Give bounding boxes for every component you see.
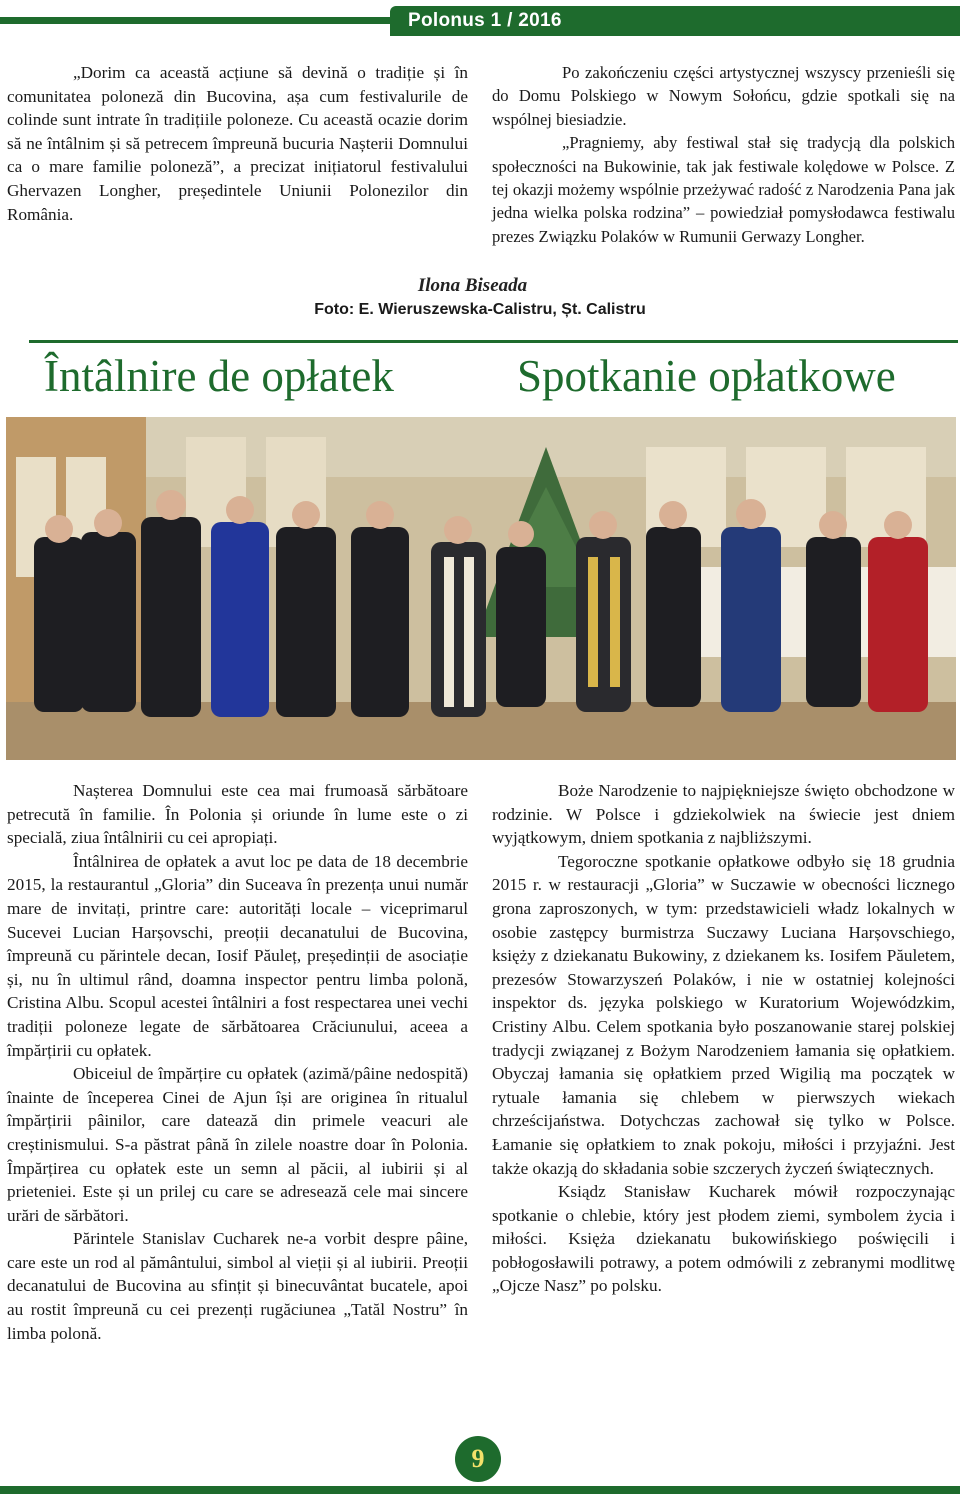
publication-issue: Polonus 1 / 2016 xyxy=(408,10,562,31)
top-left-column xyxy=(7,61,468,226)
section-divider xyxy=(29,340,958,343)
ro-paragraph-4: Părintele Stanislav Cucharek ne-a vorbit despre pâine, care este un rod al pământului, simbol al vieții și al iubirii. Preoții decanatului de Bucovina au sfințit și binecuvântat bucatele, apoi au rostit împreună cu cei prezenți rugăciunea „Tatăl Nostru” în limba polonă. xyxy=(7,1229,468,1343)
ro-quote-paragraph: „Dorim ca această acțiune să devină o tradiție și în comunitatea poloneză din Bucovina, așa cum festivalurile de colinde sunt intrate în tradițiile poloneze. Cu această ocazie dorim să ne întâlnim și să petrecem împreună bucuria Nașterii Domnului ca o mare familie poloneză”, a precizat inițiatorul festivalului Ghervazen Longher, președintele Uniunii Polonezilor din România. xyxy=(7,63,468,224)
author-byline: Ilona Biseada xyxy=(417,275,528,296)
photo-credit: Foto: E. Wieruszewska-Calistru, Șt. Calistru xyxy=(314,301,646,318)
article-title-pl: Spotkanie opłatkowe xyxy=(517,351,896,401)
pl-paragraph-2: „Pragniemy, aby festiwal stał się tradycją dla polskich społeczności na Bukowinie, tak jak festiwale kolędowe w Polsce. Z tej okazji możemy wspólnie przeżywać radość z Narodzenia Pana jak jedna wielka polska rodzina” – powiedział pomysłodawca festiwalu prezes Związku Polaków w Rumunii Gerwazy Longher. xyxy=(492,133,955,246)
article-body-pl xyxy=(492,779,955,1298)
pl-body-paragraph-1: Boże Narodzenie to najpiękniejsze święto obchodzone w rodzinie. W Polsce i gdziekolwiek na świecie jest dniem wyjątkowym, dniem spotkania z najbliższymi. xyxy=(492,781,955,848)
header-band xyxy=(0,6,960,36)
article-body-ro xyxy=(7,779,468,1345)
article-title-ro: Întâlnire de opłatek xyxy=(44,351,394,401)
page-number: 9 xyxy=(455,1436,501,1482)
pl-body-paragraph-2: Tegoroczne spotkanie opłatkowe odbyło się 18 grudnia 2015 r. w restauracji „Gloria” w Suczawie w obecności licznego grona zaproszonych, w tym: przedstawicieli władz lokalnych w osobie zastępcy burmistrza Suczawy Luciana Harșovschiego, księży z dziekanatu Bukowiny, z dziekanem ks. Iosifem Păuletem, prezesów Stowarzyszeń Polaków, i nie w ostatniej kolejności inspektor ds. języka polskiego w Kuratorium Wojewódzkim, Cristiny Albu. Celem spotkania było poszanowanie starej polskiej tradycji związanej z Bożym Narodzeniem łamania się opłatkiem. Obyczaj łamania się opłatkiem przed Wigilią ma początek w rytuale łamania się chlebem w pierwszych wiekach chrześcijaństwa. Dotychczas zachował się tylko w Polsce. Łamanie się opłatkiem to znak pokoju, miłości i przyjaźni. Jest także okazją do składania sobie szczerych życzeń świątecznych. xyxy=(492,851,955,1178)
pl-paragraph-1: Po zakończeniu części artystycznej wszyscy przenieśli się do Domu Polskiego w Nowym Sołońcu, gdzie spotkali się na wspólnej biesiadzie. xyxy=(492,63,955,129)
ro-paragraph-3: Obiceiul de împărțire cu opłatek (azimă/pâine nedospită) înainte de începerea Cinei de Ajun își are originea în ritualul împărțirii pâinilor, care datează din primele veacuri ale creștinismului. S-a păstrat până în zilele noastre doar în Polonia. Împărțirea cu opłatek este un semn al păcii, al iubirii și al prieteniei. Este și un prilej cu care se adresează cele mai sincere urări de sărbători. xyxy=(7,1064,468,1225)
group-photo xyxy=(6,417,956,760)
pl-body-paragraph-3: Ksiądz Stanisław Kucharek mówił rozpoczynając spotkanie o chlebie, który jest płodem ziemi, symbolem życia i miłości. Księża dziekanatu bukowińskiego poświęcili i pobłogosławili potrawy, a potem odmówili z zebranymi modlitwę „Ojcze Nasz” po polsku. xyxy=(492,1182,955,1296)
header-tab xyxy=(390,6,960,36)
top-right-column xyxy=(492,61,955,248)
ro-paragraph-1: Nașterea Domnului este cea mai frumoasă sărbătoare petrecută în familie. În Polonia și oriunde în lume este o zi specială, ziua întâlnirii cu cei apropiați. xyxy=(7,781,468,848)
footer-rule xyxy=(0,1486,960,1494)
group-photo-illustration xyxy=(6,417,956,760)
ro-paragraph-2: Întâlnirea de opłatek a avut loc pe data de 18 decembrie 2015, la restaurantul „Gloria” din Suceava în prezența unui număr mare de invitați, printre care: autorități locale – viceprimarul Sucevei Lucian Harșovschi, preoții decanatului de Bucovina, împreună cu părintele decan, Iosif Păuleț, președinții de asociație și, nu în ultimul rând, doamna inspector pentru limba polonă, Cristina Albu. Scopul acestei întâlniri a fost respectarea unei vechi tradiții poloneze legate de sărbătoarea Crăciunului, aceea a împărțirii cu opłatek. xyxy=(7,851,468,1060)
